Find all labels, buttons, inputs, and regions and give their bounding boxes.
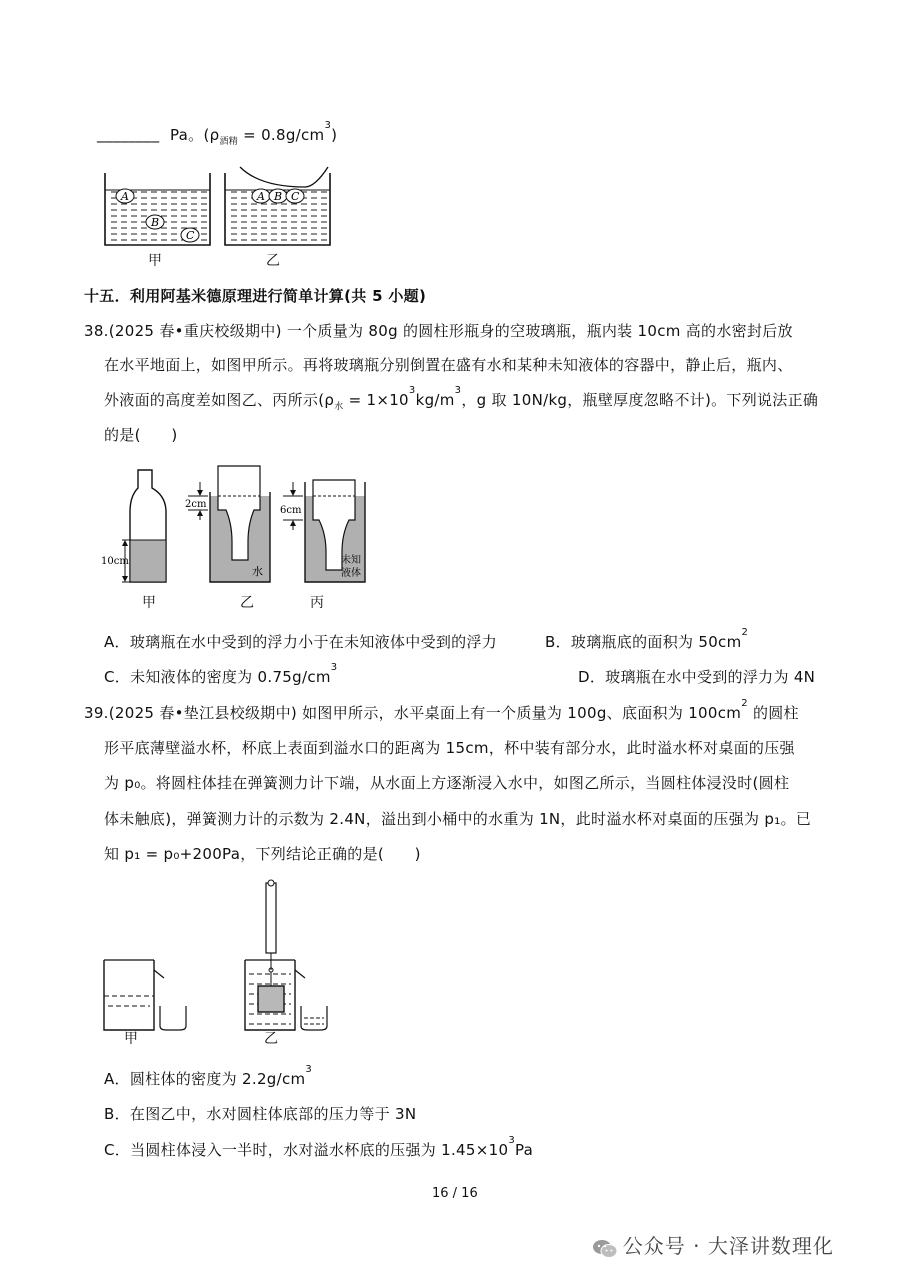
q38-line3-sup2: 3 <box>454 385 462 396</box>
ball-b-label-yi: B <box>274 190 283 203</box>
fig-label-jia-q39: 甲 <box>124 1031 138 1047</box>
q38-line3-a: 外液面的高度差如图乙、丙所示(ρ <box>104 391 335 409</box>
overflow-cup-figure <box>100 878 340 1048</box>
ball-b-label-jia: B <box>151 216 160 229</box>
q39-option-c-b: Pa <box>514 1141 534 1159</box>
q39-option-c-a: C．当圆柱体浸入一半时，水对溢水杯底的压强为 1.45×10 <box>104 1141 509 1159</box>
q39-line1 <box>84 698 799 723</box>
q38-line3 <box>104 385 819 412</box>
q38-line3-c: kg/m <box>415 391 455 409</box>
rho-open: (ρ <box>203 126 220 144</box>
q39-line4: 体未触底)，弹簧测力计的示数为 2.4N，溢出到小桶中的水重为 1N，此时溢水杯对桌面的压强为 p₁。已 <box>104 810 812 828</box>
water-label: 水 <box>252 565 263 578</box>
ball-c-label-jia: C <box>186 229 195 242</box>
watermark <box>592 1230 834 1260</box>
rho-sup: 3 <box>324 120 332 131</box>
q38-option-b-sup: 2 <box>741 627 749 638</box>
fig-label-yi-q39: 乙 <box>264 1031 278 1047</box>
q39-option-a-sup: 3 <box>305 1064 313 1075</box>
watermark-text: 公众号 · 大泽讲数理化 <box>622 1234 834 1258</box>
rho-value: = 0.8g/cm <box>238 126 325 144</box>
q38-line3-sub: 水 <box>334 402 344 412</box>
q38-line4: 的是( ) <box>104 426 178 444</box>
fig-label-jia-q38: 甲 <box>142 595 156 611</box>
ball-c-label-yi: C <box>291 190 300 203</box>
wechat-icon <box>592 1238 618 1260</box>
q38-line1: 38.(2025 春•重庆校级期中) 一个质量为 80g 的圆柱形瓶身的空玻璃瓶，瓶内装 10cm 高的水密封后放 <box>84 322 793 340</box>
q38-option-c-sup: 3 <box>330 662 338 673</box>
q38-option-d: D．玻璃瓶在水中受到的浮力为 4N <box>578 668 816 686</box>
fig-label-yi-q38: 乙 <box>240 595 254 611</box>
q38-line3-d: ，g 取 10N/kg，瓶壁厚度忽略不计)。下列说法正确 <box>461 391 819 409</box>
q39-line3: 为 p₀。将圆柱体挂在弹簧测力计下端，从水面上方逐渐浸入水中，如图乙所示，当圆柱体浸没时(圆柱 <box>104 774 790 792</box>
bottle-figure <box>100 462 380 612</box>
pressure-unit-line <box>170 120 338 147</box>
buoyancy-balls-figure <box>100 165 340 270</box>
rho-close: ) <box>331 126 338 144</box>
q39-option-a-text: A．圆柱体的密度为 2.2g/cm <box>104 1070 306 1088</box>
unknown-liquid-label-2: 液体 <box>341 568 361 579</box>
q38-option-b-text: B．玻璃瓶底的面积为 50cm <box>545 633 742 651</box>
q38-line3-b: = 1×10 <box>343 391 409 409</box>
height-6cm-label: 6cm <box>280 505 302 516</box>
height-10cm-label: 10cm <box>101 556 129 567</box>
q39-line5: 知 p₁ = p₀+200Pa，下列结论正确的是( ) <box>104 845 421 863</box>
answer-blank: ________ <box>97 125 160 143</box>
q39-line2: 形平底薄壁溢水杯，杯底上表面到溢水口的距离为 15cm，杯中装有部分水，此时溢水杯对桌面的压强 <box>104 739 795 757</box>
unit-text: Pa。 <box>170 126 204 144</box>
rho-subscript: 酒精 <box>219 137 239 147</box>
q39-option-c-sup: 3 <box>508 1135 515 1146</box>
q39-option-c <box>104 1135 534 1160</box>
q38-option-c <box>104 662 338 687</box>
q39-line1-b: 的圆柱 <box>747 704 799 722</box>
q38-line3-sup: 3 <box>408 385 416 396</box>
fig-label-jia-top: 甲 <box>148 253 162 269</box>
q38-option-b <box>545 627 749 652</box>
ball-a-label-yi: A <box>257 190 265 203</box>
q38-option-a: A．玻璃瓶在水中受到的浮力小于在未知液体中受到的浮力 <box>104 633 498 651</box>
q39-line1-sup: 2 <box>741 698 748 709</box>
fig-label-yi-top: 乙 <box>266 253 280 269</box>
height-2cm-label: 2cm <box>185 499 207 510</box>
q38-line2: 在水平地面上，如图甲所示。再将玻璃瓶分别倒置在盛有水和某种未知液体的容器中，静止后，瓶内、 <box>104 356 793 374</box>
q39-option-a <box>104 1064 313 1089</box>
q39-line1-a: 39.(2025 春•垫江县校级期中) 如图甲所示，水平桌面上有一个质量为 100g、底面积为 100cm <box>84 704 742 722</box>
unknown-liquid-label-1: 未知 <box>341 555 361 566</box>
fig-label-bing-q38: 丙 <box>310 595 324 611</box>
q39-option-b: B．在图乙中，水对圆柱体底部的压力等于 3N <box>104 1105 417 1123</box>
q38-option-c-text: C．未知液体的密度为 0.75g/cm <box>104 668 331 686</box>
ball-a-label-jia: A <box>121 190 129 203</box>
page-number: 16 / 16 <box>432 1186 478 1201</box>
section-title: 十五．利用阿基米德原理进行简单计算(共 5 小题) <box>84 287 427 305</box>
